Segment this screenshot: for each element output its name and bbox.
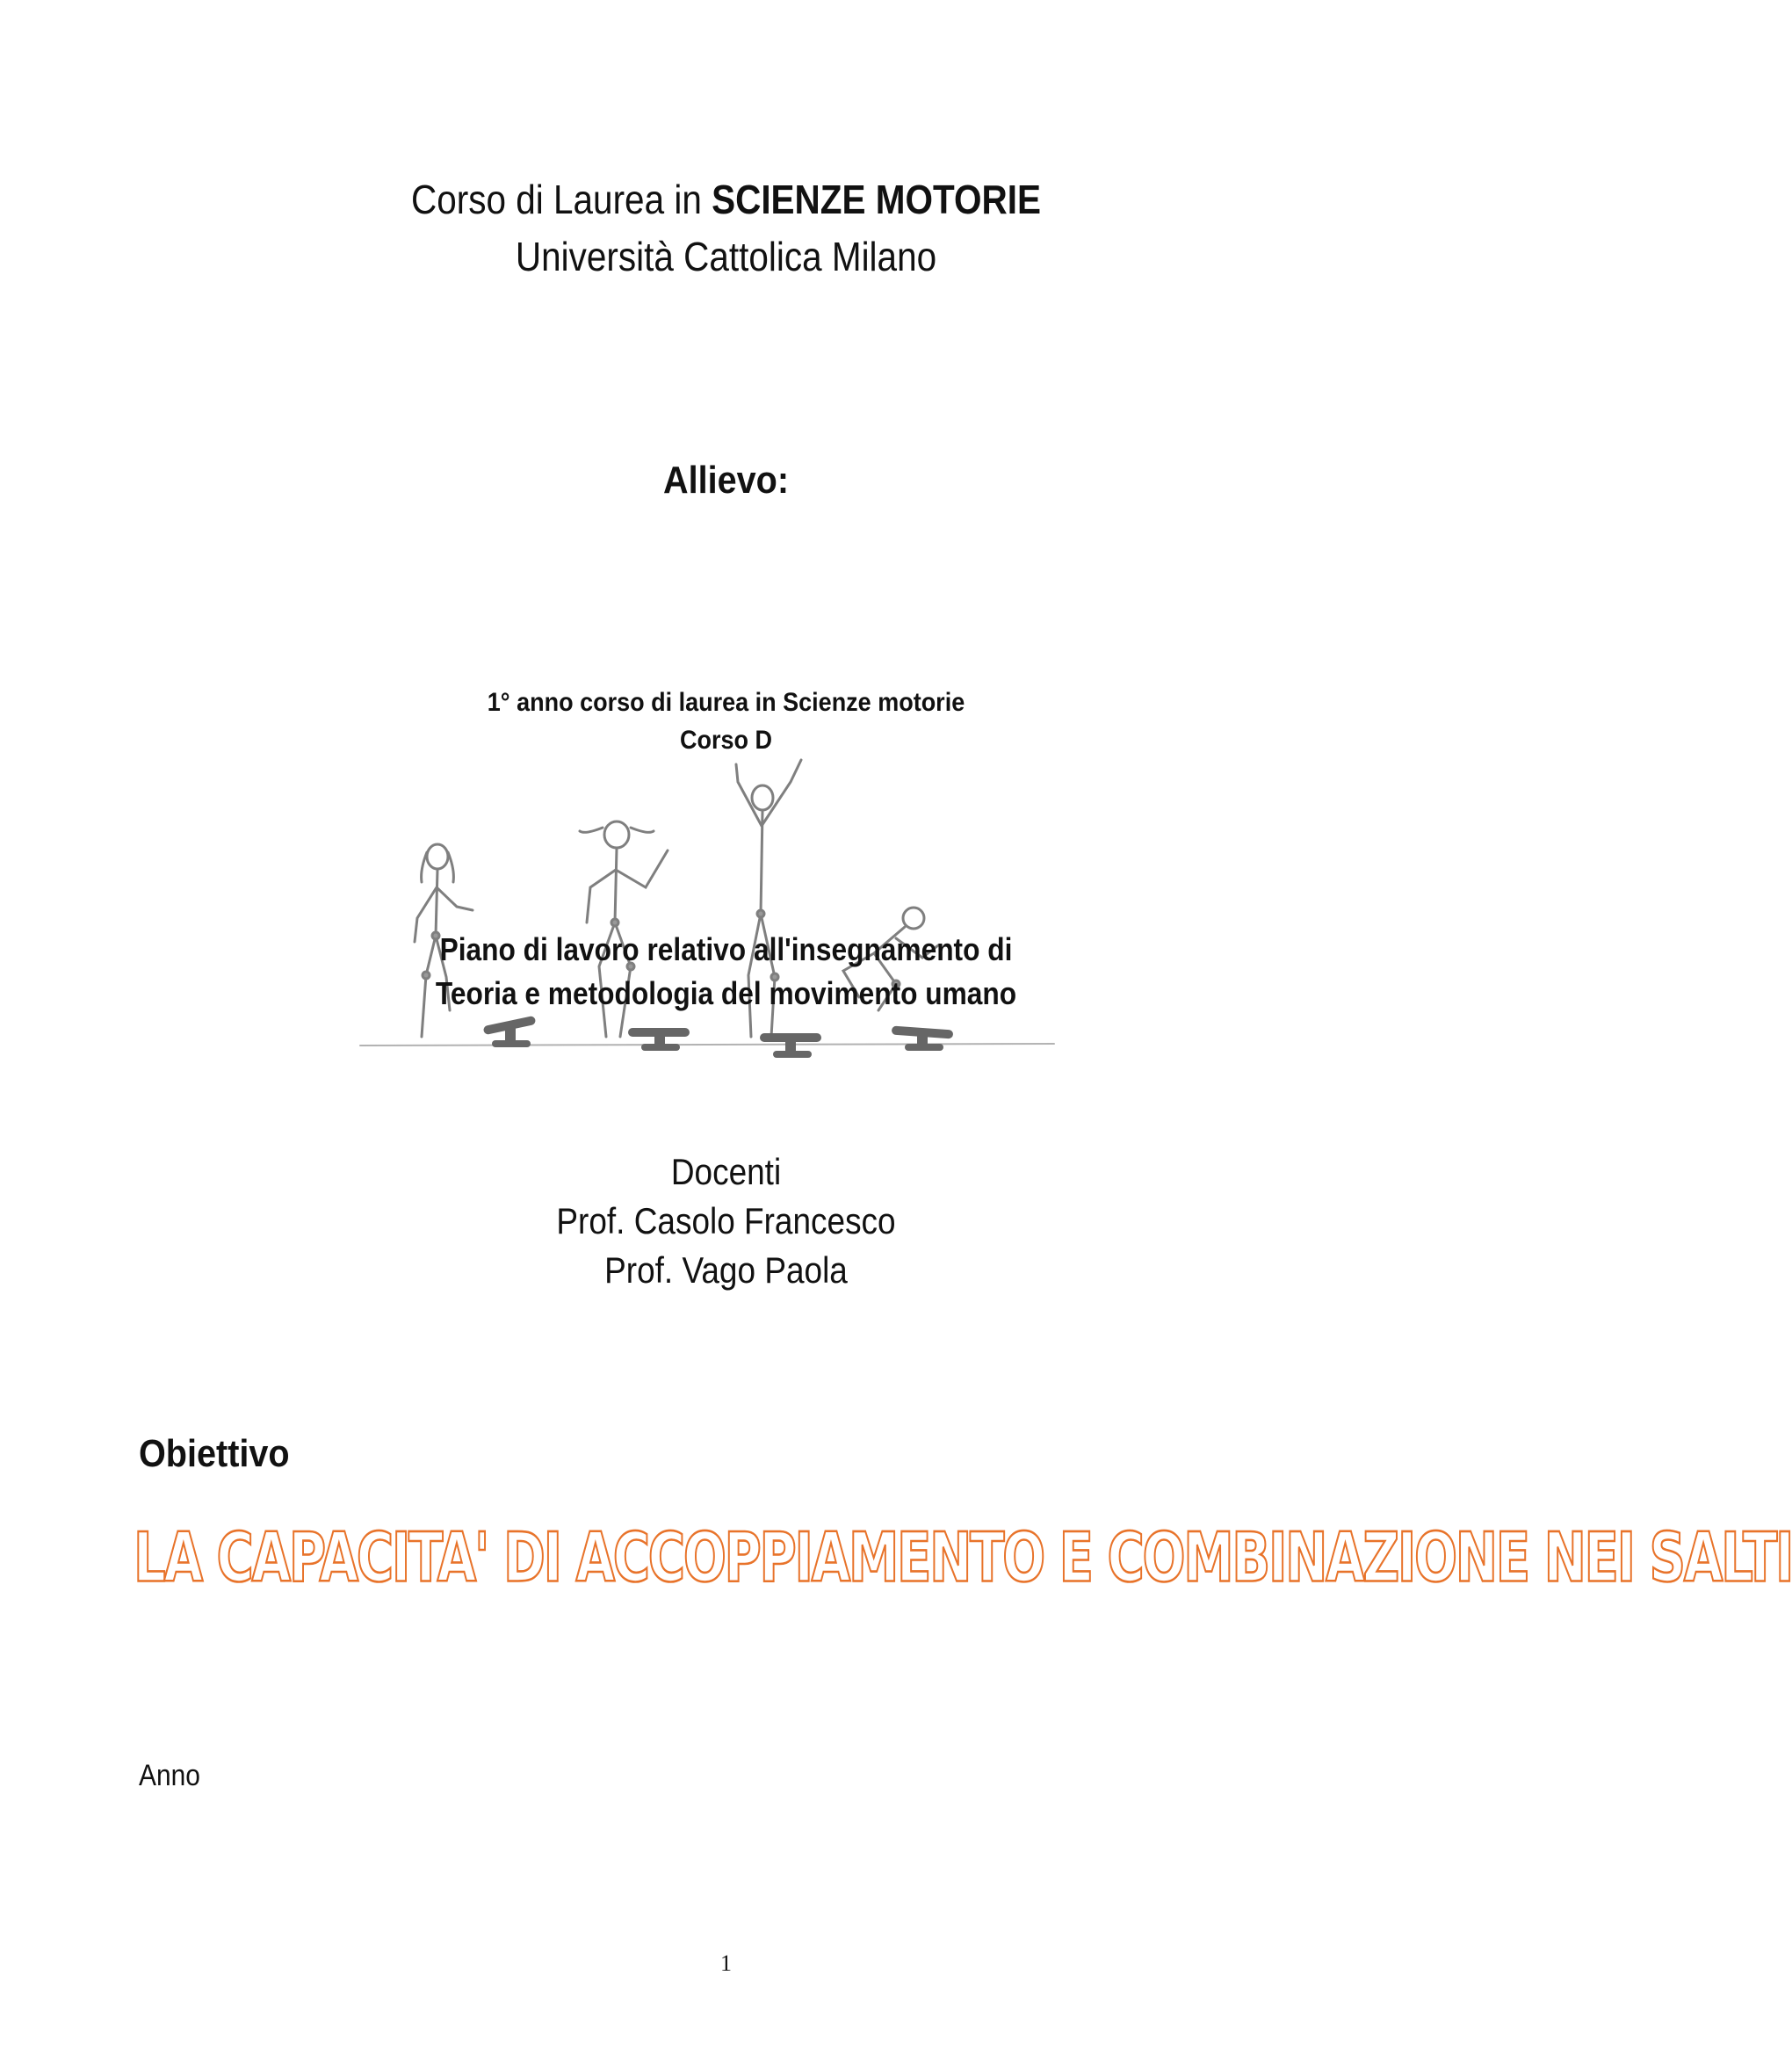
header-course-prefix: Corso di Laurea in <box>411 177 712 222</box>
course-section-line: Corso D <box>679 726 773 755</box>
plan-title-line2: Teoria e metodologia del movimento umano <box>435 975 1017 1011</box>
teacher-name: Prof. Casolo Francesco <box>556 1200 896 1241</box>
objective-label: Obiettivo <box>139 1432 290 1475</box>
objective-title: LA CAPACITA' DI ACCOPPIAMENTO E COMBINAZIONE NEI SALTI <box>134 1518 1792 1598</box>
teachers-title: Docenti <box>670 1151 782 1192</box>
jumping-figures-illustration <box>351 747 1072 1063</box>
course-year-line: 1° anno corso di laurea in Scienze motorie <box>487 688 965 717</box>
header-course-name: SCIENZE MOTORIE <box>712 177 1041 222</box>
teacher-name: Prof. Vago Paola <box>604 1249 848 1291</box>
page-number: 1 <box>720 1950 732 1976</box>
student-label: Allievo: <box>662 459 790 502</box>
header-course-line <box>87 176 1365 223</box>
year-label: Anno <box>139 1759 200 1792</box>
header-university: Università Cattolica Milano <box>515 234 937 279</box>
plan-title-line1: Piano di lavoro relativo all'insegnamento di <box>439 931 1013 967</box>
